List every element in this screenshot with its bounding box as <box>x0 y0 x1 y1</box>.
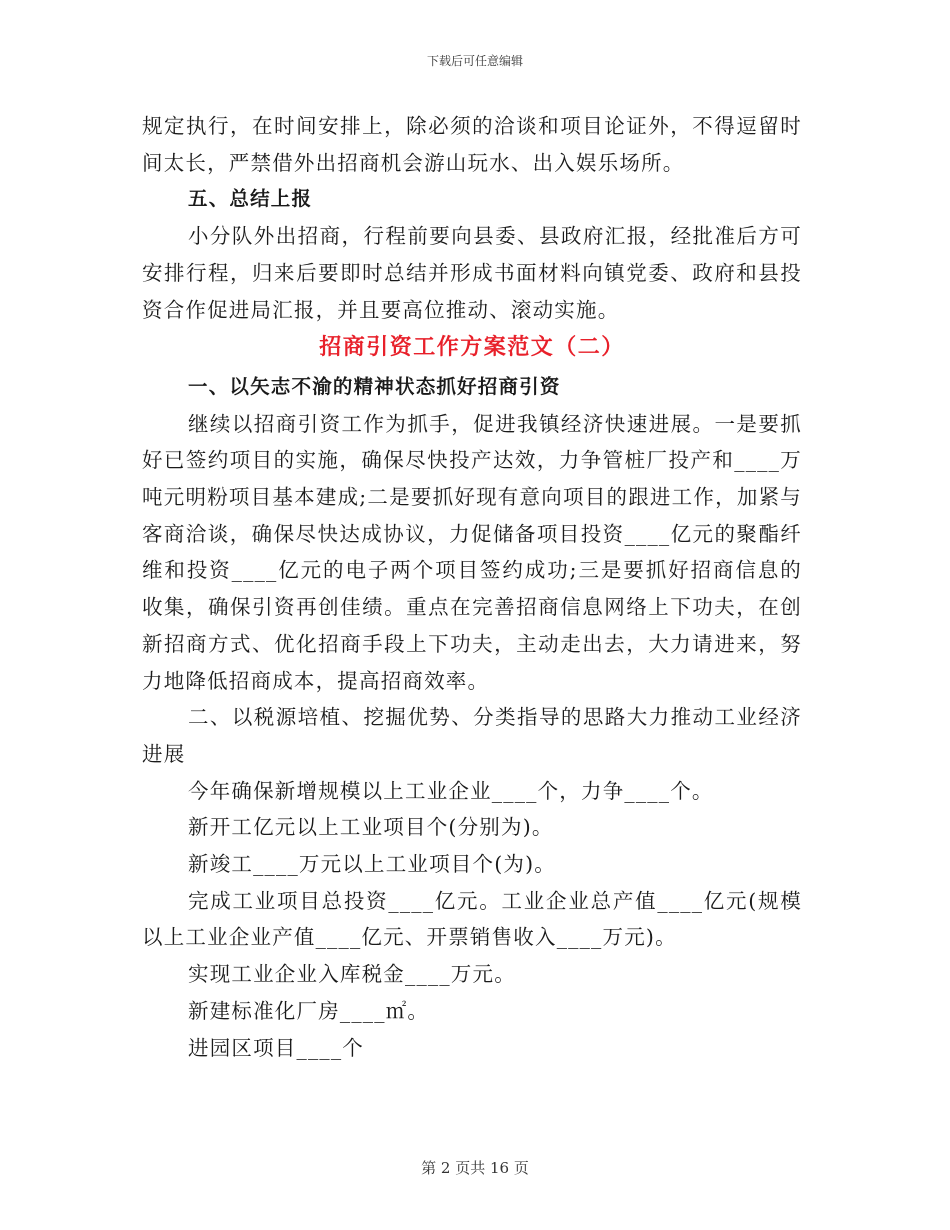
document-title: 招商引资工作方案范文（二） <box>319 335 625 361</box>
list-item-park-projects: 进园区项目____个 <box>188 1035 364 1060</box>
page-header: 下载后可任意编辑 <box>426 54 523 68</box>
list-item-tax-revenue: 实现工业企业入库税金____万元。 <box>188 962 516 987</box>
section-heading-investment: 一、以矢志不渝的精神状态抓好招商引资 <box>188 374 561 398</box>
paragraph-investment: 继续以招商引资工作为抓手，促进我镇经济快速进展。一是要抓好已签约项目的实施，确保尽快投产达效，力争管桩厂投产和____万吨元明粉项目基本建成;二是要抓好现有意向项目的跟进工作，加紧与客商洽谈，确保尽快达成协议，力促储备项目投资____亿元的聚酯纤维和投资____亿元的电子两个项目签约成功;三是要抓好招商信息的收集，确保引资再创佳绩。重点在完善招商信息网络上下功夫，在创新招商方式、优化招商手段上下功夫，主动走出去，大力请进来，努力地降低招商成本，提高招商效率。 <box>142 411 802 693</box>
list-item-completed-projects: 新竣工____万元以上工业项目个(为)。 <box>188 852 556 877</box>
page-footer: 第 2 页共 16 页 <box>421 1159 529 1177</box>
list-item-factory-buildings: 新建标准化厂房____㎡。 <box>188 998 430 1023</box>
section-heading-summary-report: 五、总结上报 <box>188 187 313 211</box>
list-item-new-projects: 新开工亿元以上工业项目个(分别为)。 <box>188 815 554 840</box>
paragraph-execution-rules: 规定执行，在时间安排上，除必须的洽谈和项目论证外，不得逗留时间太长，严禁借外出招商机会游山玩水、出入娱乐场所。 <box>142 114 802 175</box>
document-body <box>142 108 802 1066</box>
section-heading-industrial-economy: 二、以税源培植、挖掘优势、分类指导的思路大力推动工业经济进展 <box>142 705 802 766</box>
paragraph-summary-report: 小分队外出招商，行程前要向县委、县政府汇报，经批准后方可安排行程，归来后要即时总结并形成书面材料向镇党委、政府和县投资合作促进局汇报，并且要高位推动、滚动实施。 <box>142 224 802 322</box>
list-item-new-enterprises: 今年确保新增规模以上工业企业____个，力争____个。 <box>188 778 714 803</box>
list-item-total-investment: 完成工业项目总投资____亿元。工业企业总产值____亿元(规模以上工业企业产值____亿元、开票销售收入____万元)。 <box>142 888 802 950</box>
